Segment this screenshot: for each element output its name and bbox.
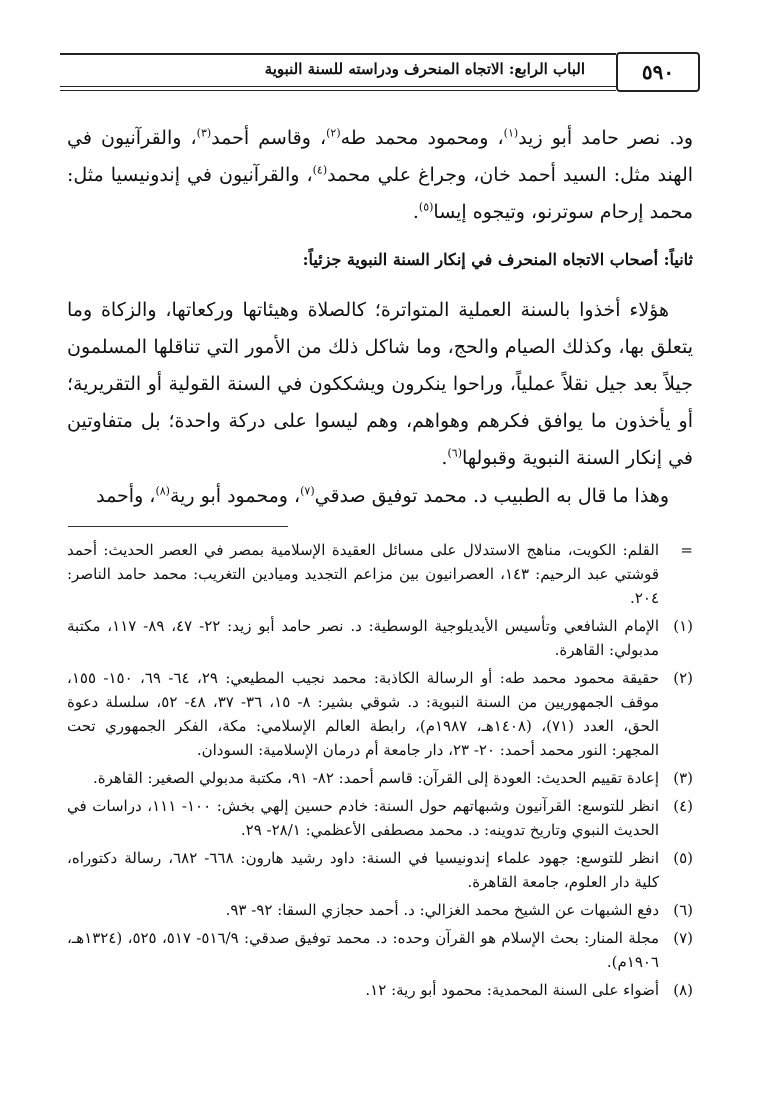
footnote-marker: (٤) bbox=[673, 797, 693, 815]
footnote-text: الإمام الشافعي وتأسيس الأيديلوجية الوسطية: د. نصر حامد أبو زيد: ٢٢- ٤٧، ٨٩- ١١٧، مكتبة مدبولي: القاهرة. bbox=[67, 617, 660, 659]
footnote-marker: (٥) bbox=[673, 849, 693, 867]
footnote-item bbox=[67, 898, 693, 922]
footnote-item bbox=[67, 926, 693, 974]
page-header bbox=[60, 48, 700, 94]
footnote-divider bbox=[68, 526, 288, 527]
footnote-item bbox=[67, 766, 693, 790]
footnote-item bbox=[67, 978, 693, 1002]
footnote-ref-4[interactable]: (٤) bbox=[312, 163, 328, 177]
footnote-marker: (٣) bbox=[673, 769, 693, 787]
footnote-text: القلم: الكويت، مناهج الاستدلال على مسائل العقيدة الإسلامية بمصر في العصر الحديث: أحمد قوشتي عبد الرحيم: ١٤٣، العصرانيون بين مزاعم التجديد وميادين التغريب: محمد حامد الناصر: ٢٠٤. bbox=[67, 541, 659, 607]
footnote-ref-7[interactable]: (٧) bbox=[300, 484, 315, 498]
footnote-marker: (٢) bbox=[673, 669, 693, 687]
footnote-item bbox=[67, 538, 693, 610]
text-run: ، والقرآنيون في الهند مثل: السيد أحمد خان، وجراغ علي محمد bbox=[67, 127, 694, 186]
footnote-text: انظر للتوسع: القرآنيون وشبهاتهم حول السنة: خادم حسين إلهي بخش: ١٠٠- ١١١، دراسات في الحديث النبوي وتاريخ تدوينه: د. محمد مصطفى الأعظمي: ٢٨/١- ٢٩. bbox=[67, 797, 659, 839]
footnote-ref-3[interactable]: (٣) bbox=[196, 126, 212, 140]
text-run: ، ومحمود محمد طه bbox=[340, 127, 504, 149]
footnote-item bbox=[67, 846, 693, 894]
text-run: ، وأحمد bbox=[96, 485, 156, 507]
text-run: ، والقرآنيون في إندونيسيا مثل: محمد إرحام سوترنو، وتيجوه إيسا bbox=[67, 164, 693, 223]
page-number: ٥٩٠ bbox=[616, 52, 700, 92]
footnote-ref-2[interactable]: (٢) bbox=[326, 126, 341, 140]
section-subheading: ثانياً: أصحاب الاتجاه المنحرف في إنكار السنة النبوية جزئياً: bbox=[302, 250, 693, 269]
footnote-text: مجلة المنار: بحث الإسلام هو القرآن وحده: د. محمد توفيق صدقي: ٥١٦/٩- ٥١٧، ٥٢٥، (١٣٢٤هـ، ١٩٠٦م). bbox=[67, 929, 659, 971]
footnote-marker: = bbox=[680, 541, 693, 559]
text-run: وهذا ما قال به الطبيب د. محمد توفيق صدقي bbox=[314, 485, 669, 507]
footnote-marker: (٨) bbox=[673, 981, 693, 999]
text-run: ود. نصر حامد أبو زيد bbox=[518, 127, 694, 149]
text-run: ، وقاسم أحمد bbox=[211, 127, 327, 149]
footnote-item bbox=[67, 614, 693, 662]
header-bottom-rule bbox=[60, 86, 616, 91]
footnote-text: انظر للتوسع: جهود علماء إندونيسيا في السنة: داود رشيد هارون: ٦٦٨- ٦٨٢، رسالة دكتوراه، كلية دار العلوم، جامعة القاهرة. bbox=[67, 849, 659, 891]
body-paragraph-2 bbox=[67, 292, 693, 477]
footnote-item bbox=[67, 666, 693, 762]
footnote-item bbox=[67, 794, 693, 842]
footnote-marker: (٦) bbox=[673, 901, 693, 919]
running-header-title: الباب الرابع: الاتجاه المنحرف ودراسته للسنة النبوية bbox=[264, 60, 585, 78]
footnote-text: حقيقة محمود محمد طه: أو الرسالة الكاذبة: محمد نجيب المطيعي: ٢٩، ٦٤- ٦٩، ١٥٠- ١٥٥، موقف الجمهوريين من السنة النبوية: د. شوقي بشير: ٨- ١٥، ٣٦- ٣٧، ٤٨- ٥٢، سلسلة دعوة الحق، العدد (٧١)، (١٤٠٨هـ، ١٩٨٧م)، رابطة العالم الإسلامي: مكة، الفكر الجمهوري تحت المجهر: النور محمد أحمد: ٢٠- ٢٣، دار جامعة أم درمان الإسلامية: السودان. bbox=[67, 669, 660, 759]
footnote-ref-6[interactable]: (٦) bbox=[447, 446, 462, 460]
footnote-marker: (١) bbox=[673, 617, 693, 635]
header-top-rule bbox=[60, 53, 616, 55]
body-paragraph-3 bbox=[67, 478, 693, 515]
footnote-ref-5[interactable]: (٥) bbox=[418, 200, 434, 214]
footnote-marker: (٧) bbox=[673, 929, 693, 947]
body-paragraph-1 bbox=[67, 120, 693, 231]
text-run: هؤلاء أخذوا بالسنة العملية المتواترة؛ كالصلاة وهيئاتها وركعاتها، والزكاة وما يتعلق بها، وكذلك الصيام والحج، وما شاكل ذلك من الأمور التي تناقلها المسلمون جيلاً بعد جيل نقلاً عملياً، وراحوا ينكرون ويشككون في السنة القولية أو التقريرية؛ أو يأخذون ما يوافق فكرهم وهواهم، وهم ليسوا على دركة واحدة؛ بل متفاوتين في إنكار السنة النبوية وقبولها bbox=[67, 299, 693, 469]
footnote-text: إعادة تقييم الحديث: العودة إلى القرآن: قاسم أحمد: ٨٢- ٩١، مكتبة مدبولي الصغير: القاهرة. bbox=[93, 769, 659, 787]
footnote-text: دفع الشبهات عن الشيخ محمد الغزالي: د. أحمد حجازي السقا: ٩٢- ٩٣. bbox=[225, 901, 659, 919]
footnote-ref-1[interactable]: (١) bbox=[503, 126, 519, 140]
text-run: . bbox=[412, 201, 419, 223]
text-run: . bbox=[441, 447, 448, 469]
footnote-text: أضواء على السنة المحمدية: محمود أبو رية: ١٢. bbox=[365, 981, 659, 999]
footnote-ref-8[interactable]: (٨) bbox=[155, 484, 170, 498]
text-run: ، ومحمود أبو رية bbox=[169, 485, 301, 507]
footnotes-section bbox=[67, 538, 693, 1006]
